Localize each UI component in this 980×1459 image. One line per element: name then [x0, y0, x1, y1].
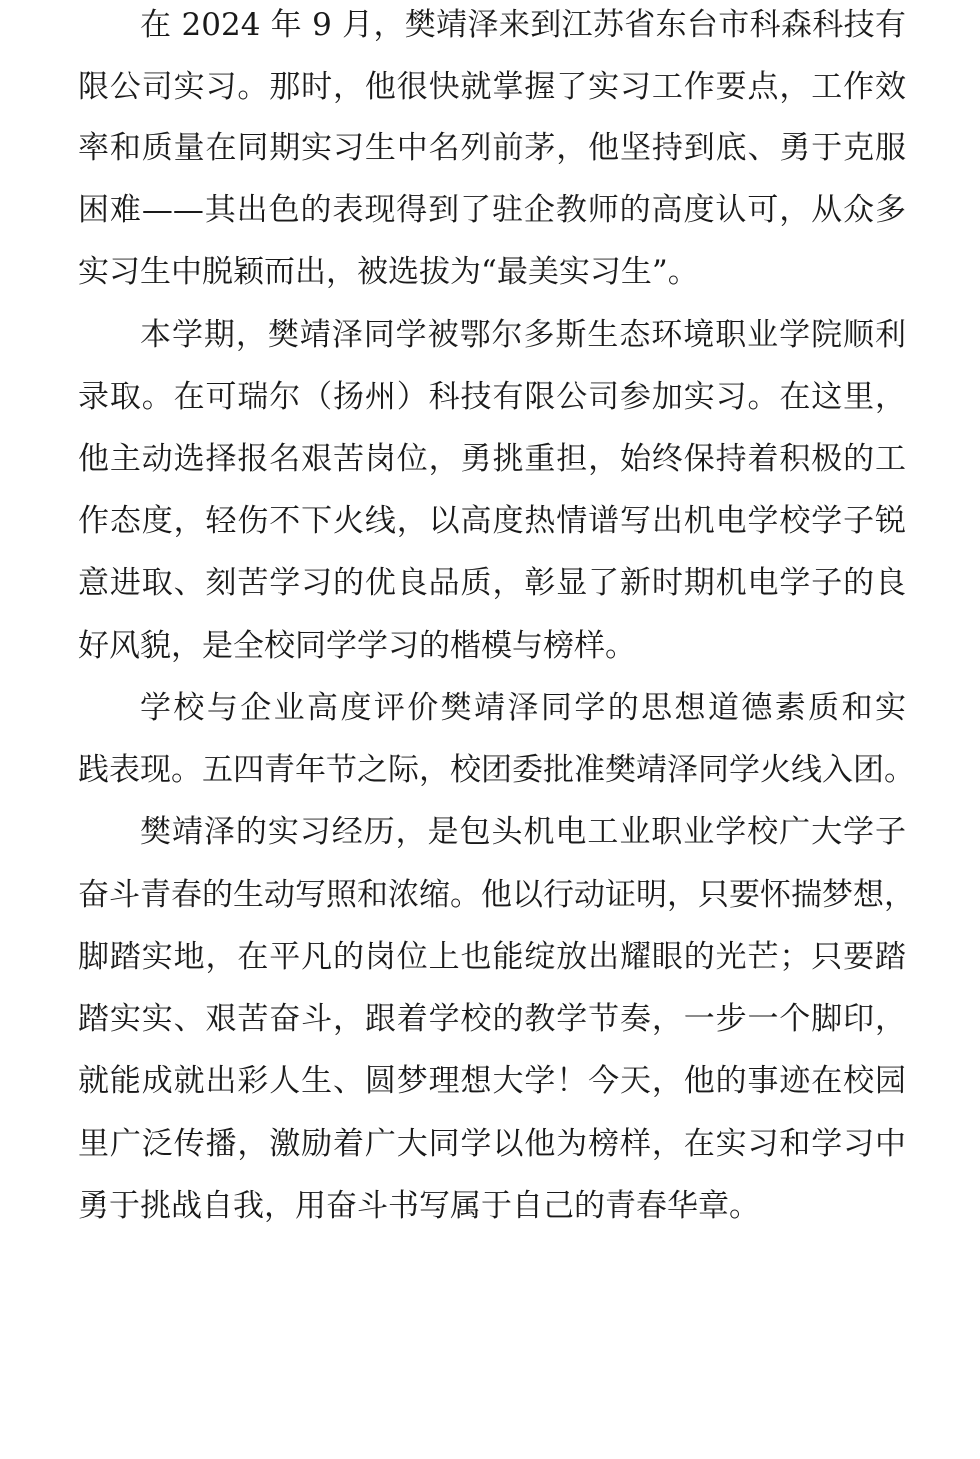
- paragraph-line: 践表现。五四青年节之际，校团委批准樊靖泽同学火线入团。: [78, 752, 915, 788]
- paragraph-line: 限公司实习。那时，他很快就掌握了实习工作要点，工作效: [78, 69, 906, 105]
- paragraph-line: 困难——其出色的表现得到了驻企教师的高度认可，从众多: [78, 192, 906, 228]
- paragraph-line: 学校与企业高度评价樊靖泽同学的思想道德素质和实: [140, 690, 906, 726]
- paragraph-line: 录取。在可瑞尔（扬州）科技有限公司参加实习。在这里，: [78, 379, 906, 415]
- paragraph-line: 作态度，轻伤不下火线，以高度热情谱写出机电学校学子锐: [78, 503, 906, 539]
- paragraph-line: 好风貌，是全校同学学习的楷模与榜样。: [78, 628, 636, 664]
- paragraph-line: 在 2024 年 9 月，樊靖泽来到江苏省东台市科森科技有: [140, 7, 906, 43]
- paragraph-line: 踏实实、艰苦奋斗，跟着学校的教学节奏，一步一个脚印，: [78, 1001, 906, 1037]
- paragraph-line: 意进取、刻苦学习的优良品质，彰显了新时期机电学子的良: [78, 565, 906, 601]
- paragraph-line: 勇于挑战自我，用奋斗书写属于自己的青春华章。: [78, 1188, 760, 1224]
- paragraph-line: 脚踏实地，在平凡的岗位上也能绽放出耀眼的光芒；只要踏: [78, 939, 906, 975]
- paragraph-line: 就能成就出彩人生、圆梦理想大学！今天，他的事迹在校园: [78, 1063, 906, 1099]
- paragraph-line: 本学期，樊靖泽同学被鄂尔多斯生态环境职业学院顺利: [140, 317, 906, 353]
- paragraph-line: 樊靖泽的实习经历，是包头机电工业职业学校广大学子: [140, 814, 906, 850]
- paragraph-line: 他主动选择报名艰苦岗位，勇挑重担，始终保持着积极的工: [78, 441, 906, 477]
- paragraph-line: 里广泛传播，激励着广大同学以他为榜样，在实习和学习中: [78, 1126, 906, 1162]
- paragraph-line: 奋斗青春的生动写照和浓缩。他以行动证明，只要怀揣梦想，: [78, 877, 915, 913]
- paragraph-line: 率和质量在同期实习生中名列前茅，他坚持到底、勇于克服: [78, 130, 906, 166]
- paragraph-line: 实习生中脱颖而出，被选拔为“最美实习生”。: [78, 254, 699, 290]
